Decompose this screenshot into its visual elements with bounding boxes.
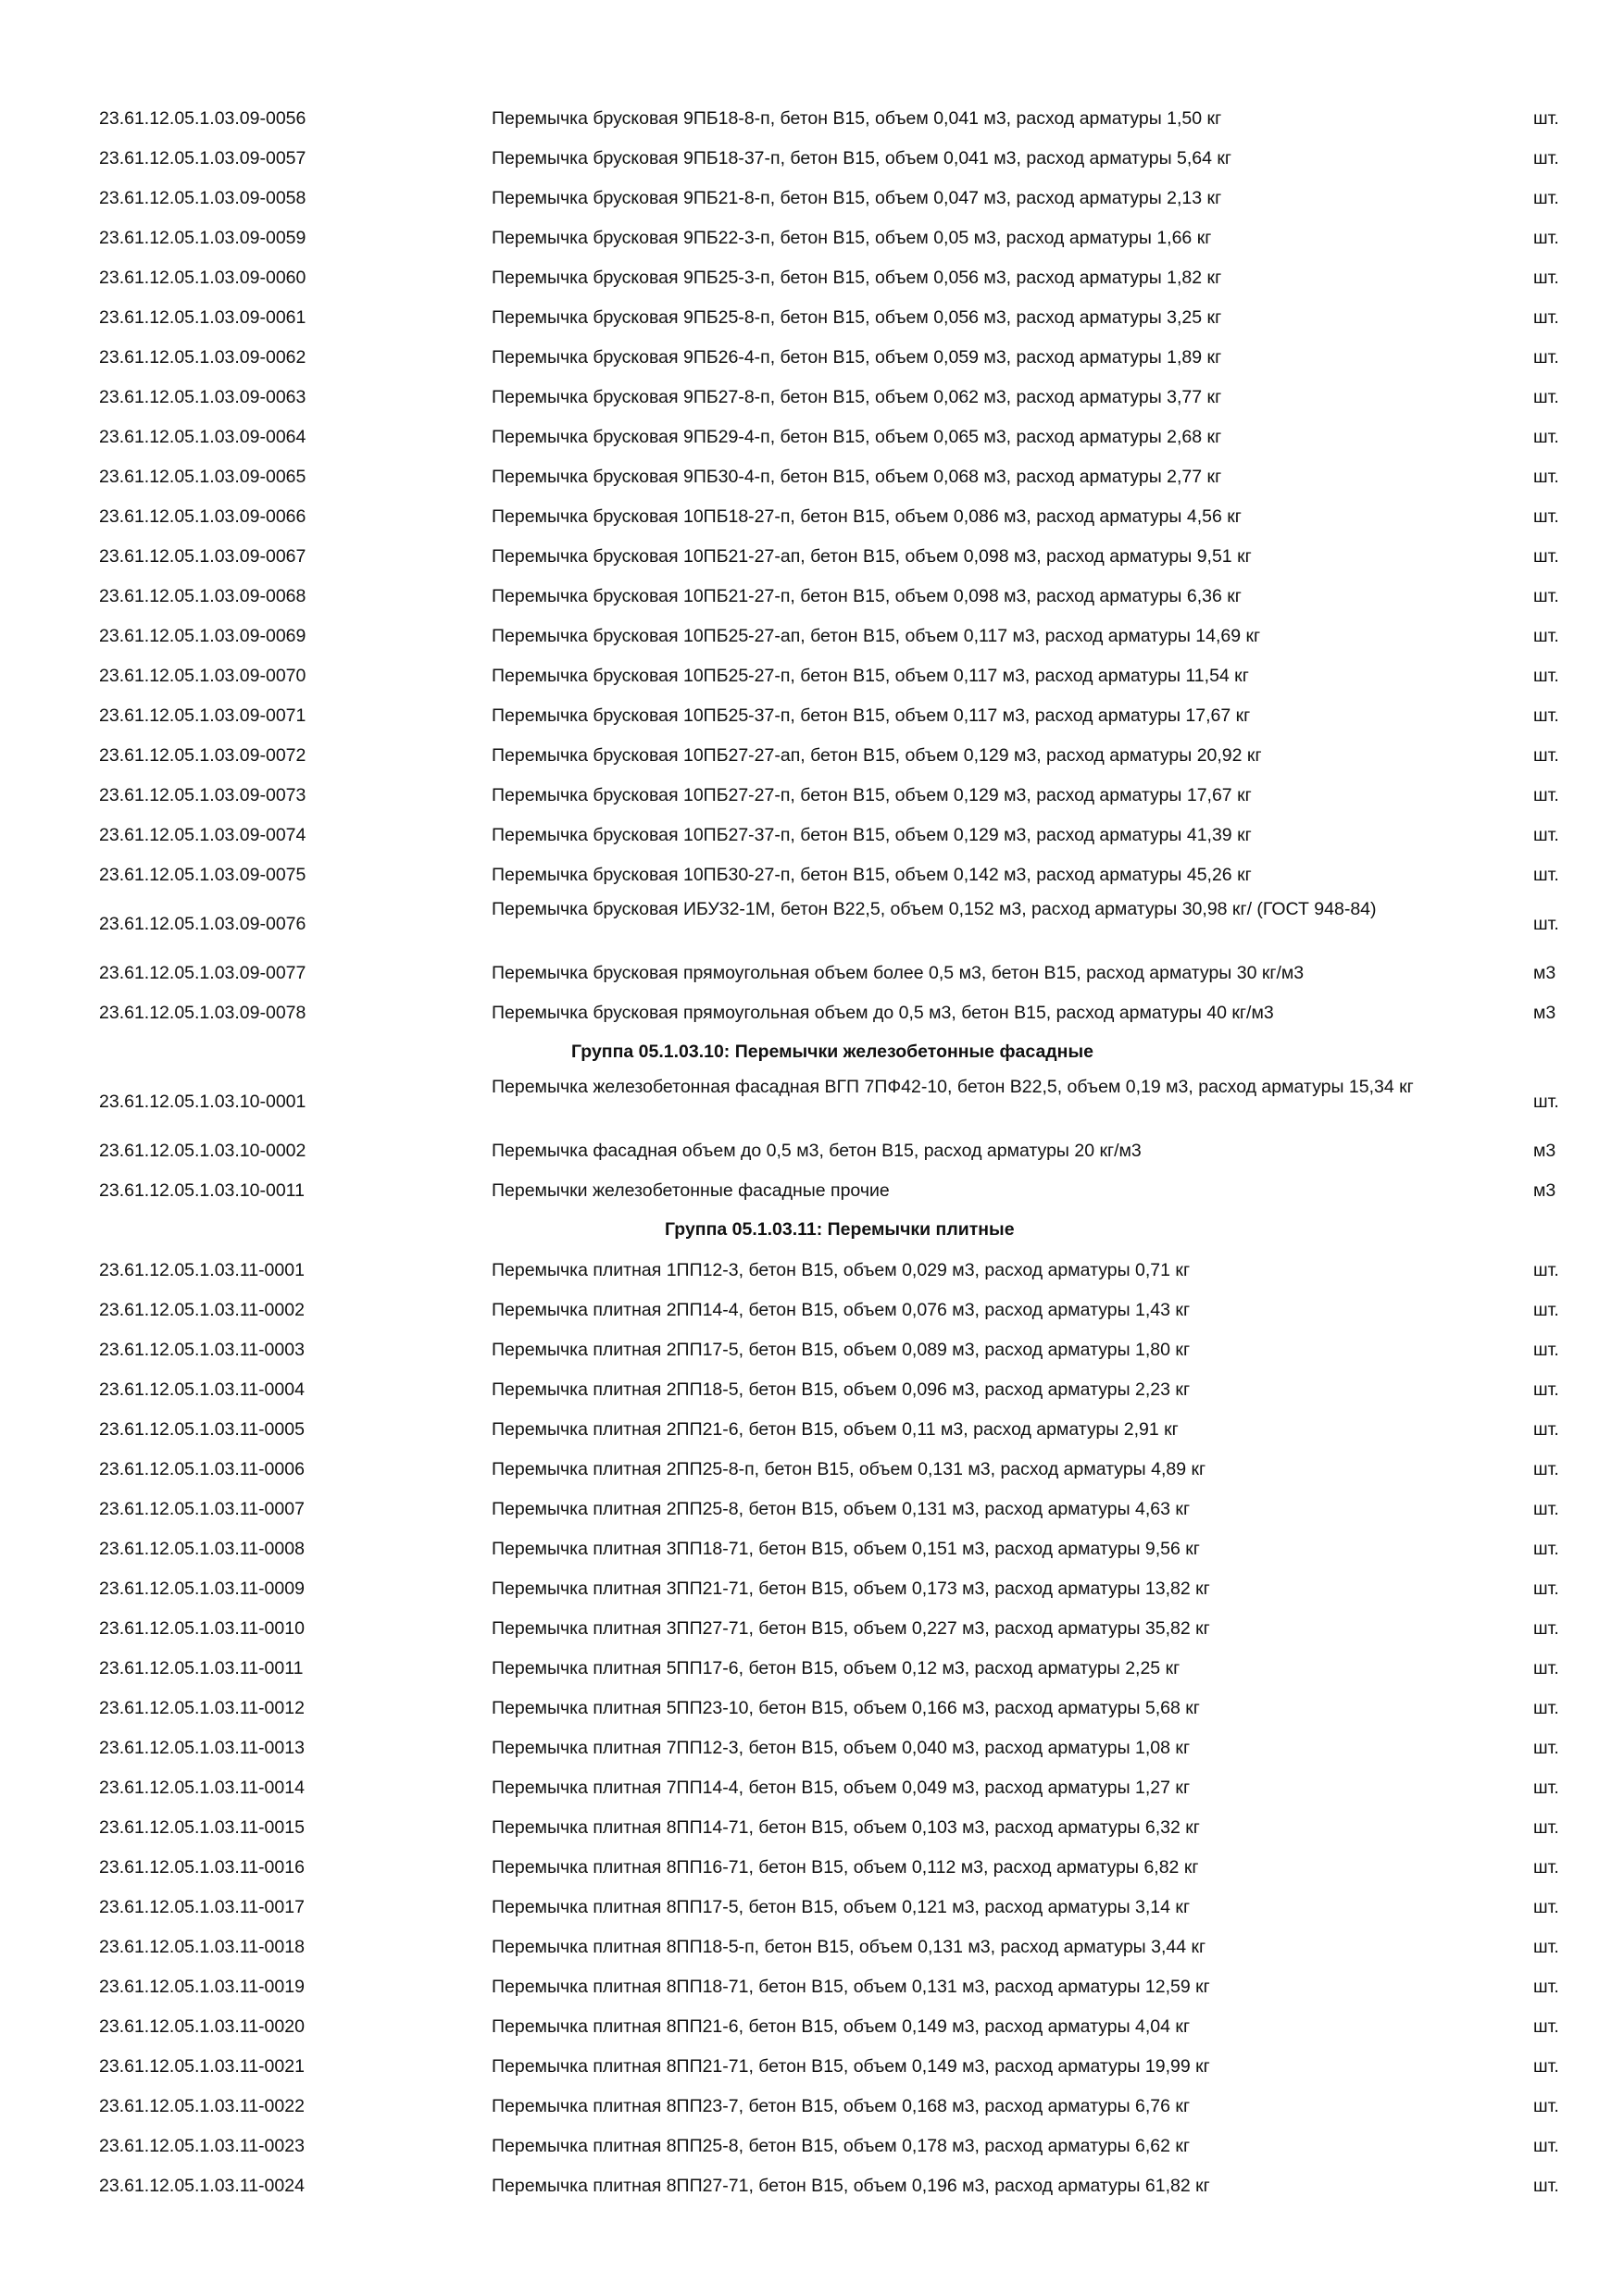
row-code: 23.61.12.05.1.03.11-0022	[99, 2096, 305, 2116]
row-code: 23.61.12.05.1.03.09-0068	[99, 586, 306, 606]
row-code: 23.61.12.05.1.03.11-0013	[99, 1738, 305, 1758]
row-unit: шт.	[1533, 427, 1559, 447]
row-description: Перемычка плитная 2ПП21-6, бетон В15, объем 0,11 м3, расход арматуры 2,91 кг	[492, 1419, 1179, 1440]
row-description: Перемычка брусковая прямоугольная объем более 0,5 м3, бетон В15, расход арматуры 30 кг/м3	[492, 963, 1305, 983]
row-unit: шт.	[1533, 586, 1559, 606]
row-description: Перемычка брусковая 10ПБ25-37-п, бетон В15, объем 0,117 м3, расход арматуры 17,67 кг	[492, 705, 1251, 726]
row-unit: м3	[1533, 1141, 1556, 1161]
row-unit: шт.	[1533, 1977, 1559, 1997]
row-unit: шт.	[1533, 1260, 1559, 1280]
row-unit: шт.	[1533, 1300, 1559, 1320]
row-unit: шт.	[1533, 2176, 1559, 2196]
row-code: 23.61.12.05.1.03.11-0009	[99, 1578, 305, 1599]
row-unit: шт.	[1533, 785, 1559, 805]
row-unit: шт.	[1533, 1897, 1559, 1917]
row-description: Перемычка брусковая 10ПБ25-27-п, бетон В15, объем 0,117 м3, расход арматуры 11,54 кг	[492, 666, 1249, 686]
row-unit: шт.	[1533, 1778, 1559, 1798]
row-unit: м3	[1533, 963, 1556, 983]
row-code: 23.61.12.05.1.03.11-0016	[99, 1857, 305, 1878]
row-code: 23.61.12.05.1.03.11-0004	[99, 1379, 305, 1400]
row-code: 23.61.12.05.1.03.11-0010	[99, 1618, 305, 1639]
row-description: Перемычка брусковая 9ПБ30-4-п, бетон В15, объем 0,068 м3, расход арматуры 2,77 кг	[492, 467, 1222, 487]
row-description: Перемычка плитная 8ПП18-5-п, бетон В15, объем 0,131 м3, расход арматуры 3,44 кг	[492, 1937, 1206, 1957]
row-description: Перемычка брусковая 10ПБ18-27-п, бетон В15, объем 0,086 м3, расход арматуры 4,56 кг	[492, 506, 1242, 527]
row-description: Перемычка фасадная объем до 0,5 м3, бетон В15, расход арматуры 20 кг/м3	[492, 1141, 1142, 1161]
group-heading-text: Группа 05.1.03.10: Перемычки железобетонные фасадные	[571, 1042, 1093, 1062]
row-code: 23.61.12.05.1.03.09-0063	[99, 387, 306, 407]
group-heading-text: Группа 05.1.03.11: Перемычки плитные	[665, 1219, 1015, 1240]
row-description: Перемычка железобетонная фасадная ВГП 7ПФ42-10, бетон В22,5, объем 0,19 м3, расход арматуры 15,34 кг	[492, 1077, 1414, 1097]
row-code: 23.61.12.05.1.03.09-0064	[99, 427, 306, 447]
row-code: 23.61.12.05.1.03.09-0060	[99, 268, 306, 288]
row-code: 23.61.12.05.1.03.11-0024	[99, 2176, 305, 2196]
row-description: Перемычка плитная 3ПП18-71, бетон В15, объем 0,151 м3, расход арматуры 9,56 кг	[492, 1539, 1200, 1559]
row-code: 23.61.12.05.1.03.09-0058	[99, 188, 306, 208]
row-description: Перемычка плитная 8ПП18-71, бетон В15, объем 0,131 м3, расход арматуры 12,59 кг	[492, 1977, 1210, 1997]
row-description: Перемычка брусковая прямоугольная объем до 0,5 м3, бетон В15, расход арматуры 40 кг/м3	[492, 1003, 1274, 1023]
row-code: 23.61.12.05.1.03.09-0057	[99, 148, 306, 168]
row-unit: шт.	[1533, 1499, 1559, 1519]
row-description: Перемычка плитная 8ПП14-71, бетон В15, объем 0,103 м3, расход арматуры 6,32 кг	[492, 1817, 1200, 1838]
row-description: Перемычка брусковая 10ПБ21-27-ап, бетон В15, объем 0,098 м3, расход арматуры 9,51 кг	[492, 546, 1252, 567]
row-code: 23.61.12.05.1.03.09-0074	[99, 825, 306, 845]
row-unit: м3	[1533, 1180, 1556, 1201]
row-code: 23.61.12.05.1.03.09-0071	[99, 705, 306, 726]
row-unit: шт.	[1533, 1092, 1559, 1112]
row-code: 23.61.12.05.1.03.09-0062	[99, 347, 306, 368]
row-description: Перемычка плитная 2ПП25-8, бетон В15, объем 0,131 м3, расход арматуры 4,63 кг	[492, 1499, 1191, 1519]
row-unit: шт.	[1533, 387, 1559, 407]
row-unit: шт.	[1533, 1379, 1559, 1400]
row-description: Перемычка плитная 8ПП17-5, бетон В15, объем 0,121 м3, расход арматуры 3,14 кг	[492, 1897, 1191, 1917]
row-code: 23.61.12.05.1.03.09-0066	[99, 506, 306, 527]
row-code: 23.61.12.05.1.03.09-0059	[99, 228, 306, 248]
row-unit: шт.	[1533, 546, 1559, 567]
row-unit: шт.	[1533, 1937, 1559, 1957]
row-unit: шт.	[1533, 2096, 1559, 2116]
row-unit: шт.	[1533, 1618, 1559, 1639]
row-code: 23.61.12.05.1.03.10-0001	[99, 1092, 306, 1112]
row-code: 23.61.12.05.1.03.09-0069	[99, 626, 306, 646]
row-code: 23.61.12.05.1.03.09-0075	[99, 865, 306, 885]
row-unit: шт.	[1533, 506, 1559, 527]
row-unit: шт.	[1533, 108, 1559, 129]
row-code: 23.61.12.05.1.03.11-0021	[99, 2056, 305, 2077]
row-unit: шт.	[1533, 2016, 1559, 2037]
row-description: Перемычка плитная 8ПП21-71, бетон В15, объем 0,149 м3, расход арматуры 19,99 кг	[492, 2056, 1210, 2077]
row-unit: шт.	[1533, 1459, 1559, 1479]
row-description: Перемычка брусковая 9ПБ22-3-п, бетон В15, объем 0,05 м3, расход арматуры 1,66 кг	[492, 228, 1212, 248]
row-description: Перемычка брусковая 9ПБ25-3-п, бетон В15, объем 0,056 м3, расход арматуры 1,82 кг	[492, 268, 1222, 288]
row-code: 23.61.12.05.1.03.11-0005	[99, 1419, 305, 1440]
row-unit: шт.	[1533, 188, 1559, 208]
row-description: Перемычка брусковая ИБУ32-1М, бетон В22,5, объем 0,152 м3, расход арматуры 30,98 кг/ (ГОСТ 948-84)	[492, 899, 1377, 919]
row-code: 23.61.12.05.1.03.11-0003	[99, 1340, 305, 1360]
row-unit: шт.	[1533, 148, 1559, 168]
row-unit: шт.	[1533, 1578, 1559, 1599]
row-description: Перемычка плитная 8ПП16-71, бетон В15, объем 0,112 м3, расход арматуры 6,82 кг	[492, 1857, 1199, 1878]
row-code: 23.61.12.05.1.03.11-0019	[99, 1977, 305, 1997]
row-code: 23.61.12.05.1.03.09-0056	[99, 108, 306, 129]
row-description: Перемычка брусковая 10ПБ21-27-п, бетон В15, объем 0,098 м3, расход арматуры 6,36 кг	[492, 586, 1242, 606]
row-code: 23.61.12.05.1.03.11-0017	[99, 1897, 305, 1917]
row-code: 23.61.12.05.1.03.10-0011	[99, 1180, 305, 1201]
row-code: 23.61.12.05.1.03.11-0002	[99, 1300, 305, 1320]
row-code: 23.61.12.05.1.03.11-0018	[99, 1937, 305, 1957]
row-unit: шт.	[1533, 467, 1559, 487]
row-code: 23.61.12.05.1.03.09-0065	[99, 467, 306, 487]
row-unit: шт.	[1533, 1539, 1559, 1559]
row-description: Перемычка плитная 3ПП27-71, бетон В15, объем 0,227 м3, расход арматуры 35,82 кг	[492, 1618, 1210, 1639]
row-description: Перемычки железобетонные фасадные прочие	[492, 1180, 890, 1201]
row-unit: м3	[1533, 1003, 1556, 1023]
row-code: 23.61.12.05.1.03.09-0067	[99, 546, 306, 567]
row-code: 23.61.12.05.1.03.09-0073	[99, 785, 306, 805]
row-description: Перемычка плитная 8ПП27-71, бетон В15, объем 0,196 м3, расход арматуры 61,82 кг	[492, 2176, 1210, 2196]
row-description: Перемычка плитная 3ПП21-71, бетон В15, объем 0,173 м3, расход арматуры 13,82 кг	[492, 1578, 1210, 1599]
row-description: Перемычка брусковая 9ПБ25-8-п, бетон В15, объем 0,056 м3, расход арматуры 3,25 кг	[492, 307, 1222, 328]
row-unit: шт.	[1533, 1658, 1559, 1678]
row-description: Перемычка плитная 8ПП21-6, бетон В15, объем 0,149 м3, расход арматуры 4,04 кг	[492, 2016, 1191, 2037]
row-unit: шт.	[1533, 1857, 1559, 1878]
row-description: Перемычка плитная 8ПП25-8, бетон В15, объем 0,178 м3, расход арматуры 6,62 кг	[492, 2136, 1191, 2156]
row-description: Перемычка плитная 8ПП23-7, бетон В15, объем 0,168 м3, расход арматуры 6,76 кг	[492, 2096, 1191, 2116]
row-description: Перемычка брусковая 9ПБ18-8-п, бетон В15, объем 0,041 м3, расход арматуры 1,50 кг	[492, 108, 1222, 129]
row-unit: шт.	[1533, 865, 1559, 885]
row-code: 23.61.12.05.1.03.09-0077	[99, 963, 306, 983]
row-unit: шт.	[1533, 2136, 1559, 2156]
row-description: Перемычка брусковая 9ПБ29-4-п, бетон В15, объем 0,065 м3, расход арматуры 2,68 кг	[492, 427, 1222, 447]
row-description: Перемычка плитная 7ПП14-4, бетон В15, объем 0,049 м3, расход арматуры 1,27 кг	[492, 1778, 1191, 1798]
row-description: Перемычка плитная 2ПП25-8-п, бетон В15, объем 0,131 м3, расход арматуры 4,89 кг	[492, 1459, 1206, 1479]
row-unit: шт.	[1533, 307, 1559, 328]
row-unit: шт.	[1533, 1738, 1559, 1758]
row-code: 23.61.12.05.1.03.09-0061	[99, 307, 306, 328]
row-code: 23.61.12.05.1.03.11-0014	[99, 1778, 305, 1798]
row-description: Перемычка брусковая 9ПБ18-37-п, бетон В15, объем 0,041 м3, расход арматуры 5,64 кг	[492, 148, 1232, 168]
row-code: 23.61.12.05.1.03.11-0012	[99, 1698, 305, 1718]
row-unit: шт.	[1533, 1419, 1559, 1440]
row-unit: шт.	[1533, 268, 1559, 288]
row-description: Перемычка плитная 1ПП12-3, бетон В15, объем 0,029 м3, расход арматуры 0,71 кг	[492, 1260, 1191, 1280]
row-unit: шт.	[1533, 1817, 1559, 1838]
row-unit: шт.	[1533, 1698, 1559, 1718]
row-code: 23.61.12.05.1.03.11-0001	[99, 1260, 305, 1280]
row-description: Перемычка брусковая 9ПБ26-4-п, бетон В15, объем 0,059 м3, расход арматуры 1,89 кг	[492, 347, 1222, 368]
row-code: 23.61.12.05.1.03.09-0070	[99, 666, 306, 686]
row-description: Перемычка брусковая 10ПБ27-37-п, бетон В15, объем 0,129 м3, расход арматуры 41,39 кг	[492, 825, 1252, 845]
row-unit: шт.	[1533, 347, 1559, 368]
row-code: 23.61.12.05.1.03.11-0006	[99, 1459, 305, 1479]
row-unit: шт.	[1533, 666, 1559, 686]
row-unit: шт.	[1533, 1340, 1559, 1360]
row-code: 23.61.12.05.1.03.11-0007	[99, 1499, 305, 1519]
row-unit: шт.	[1533, 914, 1559, 934]
row-description: Перемычка плитная 5ПП17-6, бетон В15, объем 0,12 м3, расход арматуры 2,25 кг	[492, 1658, 1181, 1678]
row-unit: шт.	[1533, 228, 1559, 248]
row-description: Перемычка плитная 5ПП23-10, бетон В15, объем 0,166 м3, расход арматуры 5,68 кг	[492, 1698, 1200, 1718]
row-code: 23.61.12.05.1.03.09-0072	[99, 745, 306, 766]
row-unit: шт.	[1533, 825, 1559, 845]
row-code: 23.61.12.05.1.03.11-0008	[99, 1539, 305, 1559]
row-code: 23.61.12.05.1.03.09-0076	[99, 914, 306, 934]
row-description: Перемычка брусковая 9ПБ21-8-п, бетон В15, объем 0,047 м3, расход арматуры 2,13 кг	[492, 188, 1222, 208]
row-code: 23.61.12.05.1.03.09-0078	[99, 1003, 306, 1023]
row-description: Перемычка плитная 2ПП14-4, бетон В15, объем 0,076 м3, расход арматуры 1,43 кг	[492, 1300, 1191, 1320]
row-description: Перемычка плитная 7ПП12-3, бетон В15, объем 0,040 м3, расход арматуры 1,08 кг	[492, 1738, 1191, 1758]
row-unit: шт.	[1533, 705, 1559, 726]
row-code: 23.61.12.05.1.03.11-0011	[99, 1658, 304, 1678]
row-description: Перемычка брусковая 10ПБ27-27-ап, бетон В15, объем 0,129 м3, расход арматуры 20,92 кг	[492, 745, 1262, 766]
row-description: Перемычка брусковая 10ПБ27-27-п, бетон В15, объем 0,129 м3, расход арматуры 17,67 кг	[492, 785, 1252, 805]
row-unit: шт.	[1533, 626, 1559, 646]
row-description: Перемычка плитная 2ПП18-5, бетон В15, объем 0,096 м3, расход арматуры 2,23 кг	[492, 1379, 1191, 1400]
row-code: 23.61.12.05.1.03.11-0015	[99, 1817, 305, 1838]
row-description: Перемычка брусковая 9ПБ27-8-п, бетон В15, объем 0,062 м3, расход арматуры 3,77 кг	[492, 387, 1222, 407]
row-code: 23.61.12.05.1.03.10-0002	[99, 1141, 306, 1161]
row-description: Перемычка брусковая 10ПБ25-27-ап, бетон В15, объем 0,117 м3, расход арматуры 14,69 кг	[492, 626, 1261, 646]
row-unit: шт.	[1533, 745, 1559, 766]
row-description: Перемычка плитная 2ПП17-5, бетон В15, объем 0,089 м3, расход арматуры 1,80 кг	[492, 1340, 1191, 1360]
row-unit: шт.	[1533, 2056, 1559, 2077]
row-code: 23.61.12.05.1.03.11-0020	[99, 2016, 305, 2037]
row-description: Перемычка брусковая 10ПБ30-27-п, бетон В15, объем 0,142 м3, расход арматуры 45,26 кг	[492, 865, 1252, 885]
row-code: 23.61.12.05.1.03.11-0023	[99, 2136, 305, 2156]
